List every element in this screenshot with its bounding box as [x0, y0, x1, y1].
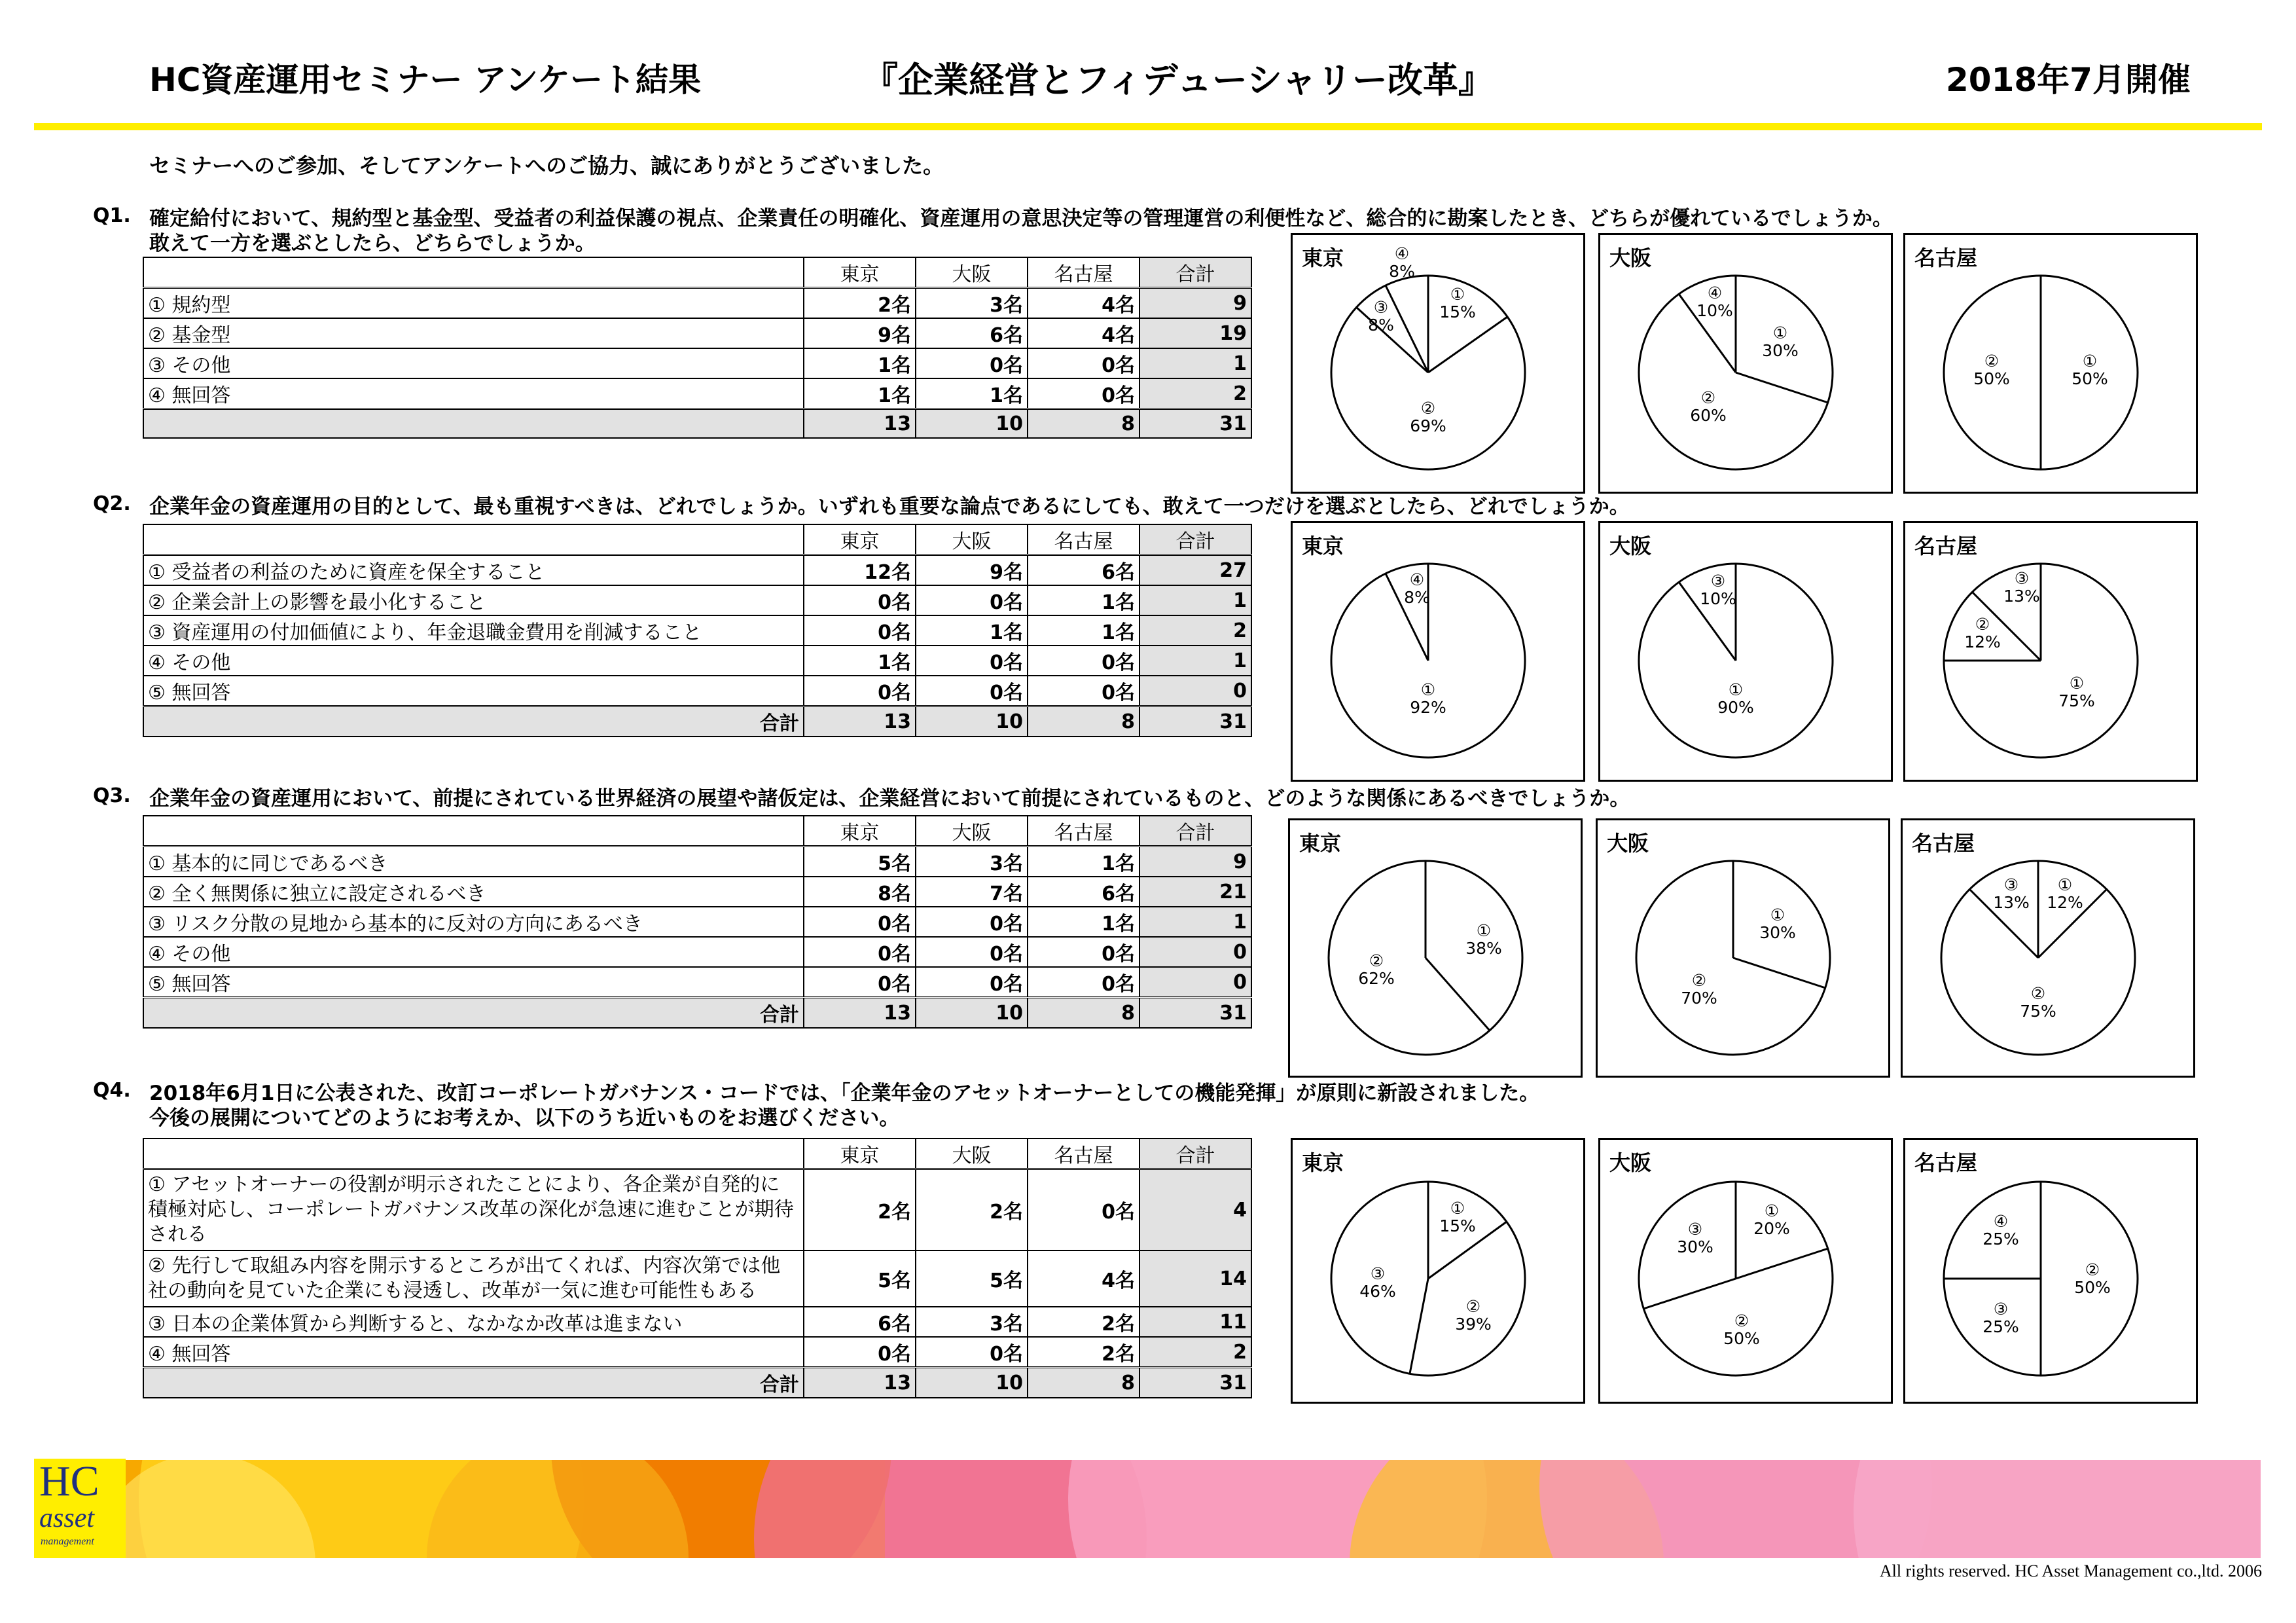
- cell-tokyo: 0名: [804, 937, 916, 967]
- table-sum-row: [143, 1368, 1251, 1398]
- pie-slice-label: ② 39%: [1455, 1297, 1492, 1334]
- table-row: [143, 1307, 1251, 1337]
- cell-osaka: 3名: [916, 847, 1028, 877]
- cell-tokyo: 12名: [804, 555, 916, 586]
- q2-table: [143, 524, 1252, 737]
- city-label: 名古屋: [1914, 246, 1978, 270]
- q3-table: [143, 815, 1252, 1029]
- col-osaka: 大阪: [916, 1139, 1028, 1169]
- table-row: [143, 937, 1251, 967]
- cell-total: 2: [1139, 615, 1251, 646]
- row-label: ③ リスク分散の見地から基本的に反対の方向にあるべき: [143, 907, 804, 937]
- row-label: ③ 資産運用の付加価値により、年金退職金費用を削減すること: [143, 615, 804, 646]
- col-tokyo: 東京: [804, 257, 916, 288]
- cell-osaka: 0名: [916, 967, 1028, 998]
- col-nagoya: 名古屋: [1028, 257, 1139, 288]
- q1-pie-osaka: [1600, 235, 1891, 492]
- q4-text-line2: 今後の展開についてどのようにお考えか、以下のうち近いものをお選びください。: [149, 1106, 900, 1130]
- table-row: [143, 555, 1251, 586]
- col-nagoya: 名古屋: [1028, 816, 1139, 847]
- row-label: ② 先行して取組み内容を開示するところが出てくれば、内容次第では他社の動向を見ていた企業にも浸透し、改革が一気に進む可能性もある: [143, 1250, 804, 1307]
- q1-pie-nagoya: [1905, 235, 2196, 492]
- cell-tokyo: 6名: [804, 1307, 916, 1337]
- col-tokyo: 東京: [804, 816, 916, 847]
- q3-number: Q3.: [93, 784, 131, 807]
- company-logo: [34, 1459, 126, 1558]
- header-date: 2018年7月開催: [1946, 61, 2191, 99]
- pie-slice-label: ④ 8%: [1404, 570, 1430, 607]
- row-label: ④ その他: [143, 937, 804, 967]
- row-label: ① 規約型: [143, 288, 804, 319]
- sum-label: 合計: [143, 706, 804, 737]
- copyright-text: All rights reserved. HC Asset Management co.,ltd. 2006: [1879, 1561, 2262, 1580]
- q4-pie-tokyo: [1293, 1140, 1583, 1402]
- q2-number: Q2.: [93, 492, 131, 515]
- row-label: ① アセットオーナーの役割が明示されたことにより、各企業が自発的に積極対応し、コーポレートガバナンス改革の深化が急速に進むことが期待される: [143, 1169, 804, 1251]
- sum-total: 31: [1139, 998, 1251, 1029]
- table-header-row: [143, 257, 1251, 288]
- cell-tokyo: 1名: [804, 348, 916, 378]
- cell-osaka: 2名: [916, 1169, 1028, 1251]
- cell-nagoya: 0名: [1028, 937, 1139, 967]
- cell-total: 27: [1139, 555, 1251, 586]
- cell-nagoya: 4名: [1028, 1250, 1139, 1307]
- q3-pie-nagoya: [1903, 820, 2193, 1076]
- q3-pie-tokyo-box: [1288, 818, 1583, 1078]
- cell-nagoya: 0名: [1028, 378, 1139, 409]
- cell-total: 9: [1139, 847, 1251, 877]
- q1-pie-tokyo-box: [1291, 233, 1585, 494]
- cell-total: 0: [1139, 937, 1251, 967]
- cell-osaka: 0名: [916, 348, 1028, 378]
- cell-osaka: 1名: [916, 615, 1028, 646]
- row-label: ⑤ 無回答: [143, 676, 804, 706]
- row-label: ③ 日本の企業体質から判断すると、なかなか改革は進まない: [143, 1307, 804, 1337]
- row-label: ④ その他: [143, 646, 804, 676]
- row-label: ② 基金型: [143, 318, 804, 348]
- cell-osaka: 3名: [916, 288, 1028, 319]
- cell-total: 21: [1139, 877, 1251, 907]
- row-label: ④ 無回答: [143, 378, 804, 409]
- table-header-row: [143, 524, 1251, 555]
- table-sum-row: [143, 998, 1251, 1029]
- sum-osaka: 10: [916, 706, 1028, 737]
- cell-tokyo: 2名: [804, 1169, 916, 1251]
- pie-slice-label: ① 92%: [1410, 680, 1446, 717]
- table-header-row: [143, 1139, 1251, 1169]
- pie-slice-label: ② 75%: [2020, 984, 2056, 1021]
- cell-osaka: 7名: [916, 877, 1028, 907]
- cell-osaka: 0名: [916, 907, 1028, 937]
- pie-slice-label: ① 50%: [2072, 352, 2108, 388]
- cell-tokyo: 0名: [804, 585, 916, 615]
- header-yellow-rule: [34, 123, 2262, 130]
- cell-total: 1: [1139, 646, 1251, 676]
- pie-slice-label: ① 30%: [1759, 905, 1796, 942]
- q4-pie-nagoya-box: [1903, 1138, 2198, 1404]
- sum-nagoya: 8: [1028, 998, 1139, 1029]
- pie-slice-label: ① 90%: [1717, 680, 1754, 717]
- city-label: 名古屋: [1914, 534, 1978, 558]
- cell-nagoya: 4名: [1028, 288, 1139, 319]
- row-label: ① 基本的に同じであるべき: [143, 847, 804, 877]
- q3-text-line1: 企業年金の資産運用において、前提にされている世界経済の展望や諸仮定は、企業経営において前提にされているものと、どのような関係にあるべきでしょうか。: [149, 787, 1630, 811]
- cell-total: 1: [1139, 907, 1251, 937]
- table-header-blank: [143, 524, 804, 555]
- sum-nagoya: 8: [1028, 1368, 1139, 1398]
- q1-text-line2: 敢えて一方を選ぶとしたら、どちらでしょうか。: [149, 232, 596, 255]
- q2-pie-nagoya: [1905, 523, 2196, 780]
- cell-tokyo: 1名: [804, 646, 916, 676]
- city-label: 東京: [1302, 534, 1344, 558]
- city-label: 大阪: [1609, 246, 1652, 270]
- table-header-blank: [143, 1139, 804, 1169]
- table-row: [143, 847, 1251, 877]
- cell-tokyo: 5名: [804, 847, 916, 877]
- q4-pie-tokyo-box: [1291, 1138, 1585, 1404]
- col-osaka: 大阪: [916, 257, 1028, 288]
- cell-osaka: 0名: [916, 1337, 1028, 1368]
- q4-pie-osaka-box: [1598, 1138, 1893, 1404]
- table-row: [143, 1169, 1251, 1251]
- cell-tokyo: 2名: [804, 288, 916, 319]
- cell-nagoya: 1名: [1028, 615, 1139, 646]
- pie-slice-label: ③ 30%: [1677, 1220, 1713, 1256]
- pie-slice-label: ④ 10%: [1696, 283, 1733, 320]
- cell-total: 2: [1139, 1337, 1251, 1368]
- pie-slice-label: ② 70%: [1681, 971, 1717, 1008]
- pie-slice-label: ① 15%: [1439, 1199, 1476, 1235]
- col-nagoya: 名古屋: [1028, 524, 1139, 555]
- pie-slice-label: ② 50%: [2074, 1260, 2111, 1297]
- col-total: 合計: [1139, 1139, 1251, 1169]
- pie-slice-label: ② 50%: [1723, 1311, 1760, 1348]
- q1-pie-nagoya-box: [1903, 233, 2198, 494]
- table-row: [143, 1250, 1251, 1307]
- col-nagoya: 名古屋: [1028, 1139, 1139, 1169]
- q1-text-line1: 確定給付において、規約型と基金型、受益者の利益保護の視点、企業責任の明確化、資産運用の意思決定等の管理運営の利便性など、総合的に勘案したとき、どちらが優れているでしょうか。: [149, 207, 1893, 230]
- table-row: [143, 646, 1251, 676]
- sum-label: 合計: [143, 998, 804, 1029]
- table-row: [143, 288, 1251, 319]
- sum-total: 31: [1139, 706, 1251, 737]
- cell-osaka: 1名: [916, 378, 1028, 409]
- cell-nagoya: 1名: [1028, 585, 1139, 615]
- city-label: 東京: [1302, 1150, 1344, 1175]
- cell-total: 0: [1139, 676, 1251, 706]
- q1-pie-tokyo: [1293, 235, 1583, 492]
- q1-number: Q1.: [93, 204, 131, 227]
- cell-tokyo: 9名: [804, 318, 916, 348]
- cell-nagoya: 0名: [1028, 348, 1139, 378]
- cell-osaka: 0名: [916, 937, 1028, 967]
- pie-slice-label: ③ 46%: [1359, 1264, 1396, 1301]
- table-row: [143, 967, 1251, 998]
- q1-table: [143, 257, 1252, 439]
- q3-pie-osaka: [1598, 820, 1888, 1076]
- cell-total: 14: [1139, 1250, 1251, 1307]
- pie-slice-label: ① 30%: [1762, 323, 1799, 360]
- col-total: 合計: [1139, 257, 1251, 288]
- cell-total: 11: [1139, 1307, 1251, 1337]
- cell-nagoya: 2名: [1028, 1337, 1139, 1368]
- cell-total: 0: [1139, 967, 1251, 998]
- cell-osaka: 9名: [916, 555, 1028, 586]
- pie-slice-label: ① 38%: [1465, 921, 1502, 958]
- city-label: 大阪: [1607, 831, 1649, 856]
- row-label: ⑤ 無回答: [143, 967, 804, 998]
- cell-tokyo: 5名: [804, 1250, 916, 1307]
- col-tokyo: 東京: [804, 1139, 916, 1169]
- table-row: [143, 348, 1251, 378]
- q4-table: [143, 1138, 1252, 1398]
- pie-slice-label: ① 12%: [2047, 875, 2083, 912]
- cell-nagoya: 0名: [1028, 646, 1139, 676]
- cell-osaka: 5名: [916, 1250, 1028, 1307]
- city-label: 東京: [1299, 831, 1342, 856]
- row-label: ① 受益者の利益のために資産を保全すること: [143, 555, 804, 586]
- header-left-title: HC資産運用セミナー アンケート結果: [149, 61, 701, 99]
- table-row: [143, 877, 1251, 907]
- sum-tokyo: 13: [804, 409, 916, 439]
- q4-pie-nagoya: [1905, 1140, 2196, 1402]
- pie-slice-label: ④ 25%: [1982, 1212, 2019, 1249]
- cell-tokyo: 0名: [804, 907, 916, 937]
- city-label: 東京: [1302, 246, 1344, 270]
- sum-total: 31: [1139, 1368, 1251, 1398]
- city-label: 大阪: [1609, 534, 1652, 558]
- sum-osaka: 10: [916, 1368, 1028, 1398]
- pie-slice-label: ③ 8%: [1368, 298, 1394, 335]
- city-label: 大阪: [1609, 1150, 1652, 1175]
- row-label: ② 企業会計上の影響を最小化すること: [143, 585, 804, 615]
- q4-text-line1: 2018年6月1日に公表された、改訂コーポレートガバナンス・コードでは、「企業年金のアセットオーナーとしての機能発揮」が原則に新設されました。: [149, 1082, 1540, 1105]
- q4-pie-osaka: [1600, 1140, 1891, 1402]
- col-total: 合計: [1139, 816, 1251, 847]
- logo-text-hc: HC: [39, 1457, 99, 1505]
- pie-slice-label: ③ 10%: [1700, 572, 1736, 608]
- cell-total: 19: [1139, 318, 1251, 348]
- cell-tokyo: 0名: [804, 615, 916, 646]
- cell-total: 2: [1139, 378, 1251, 409]
- cell-total: 9: [1139, 288, 1251, 319]
- q3-pie-tokyo: [1290, 820, 1581, 1076]
- q2-pie-nagoya-box: [1903, 521, 2198, 782]
- col-osaka: 大阪: [916, 816, 1028, 847]
- pie-slice-label: ② 50%: [1973, 352, 2010, 388]
- q2-pie-tokyo-box: [1291, 521, 1585, 782]
- cell-osaka: 6名: [916, 318, 1028, 348]
- q2-pie-osaka-box: [1598, 521, 1893, 782]
- row-label: ④ 無回答: [143, 1337, 804, 1368]
- cell-nagoya: 1名: [1028, 907, 1139, 937]
- sum-osaka: 10: [916, 998, 1028, 1029]
- pie-slice-label: ③ 25%: [1982, 1300, 2019, 1336]
- table-row: [143, 318, 1251, 348]
- table-row: [143, 907, 1251, 937]
- cell-tokyo: 1名: [804, 378, 916, 409]
- table-row: [143, 585, 1251, 615]
- pie-slice-label: ① 15%: [1439, 285, 1476, 321]
- table-row: [143, 1337, 1251, 1368]
- sum-nagoya: 8: [1028, 706, 1139, 737]
- pie-slice-label: ① 20%: [1753, 1201, 1790, 1238]
- sum-nagoya: 8: [1028, 409, 1139, 439]
- pie-slice-label: ② 69%: [1410, 399, 1446, 435]
- table-header-blank: [143, 816, 804, 847]
- q2-pie-osaka: [1600, 523, 1891, 780]
- table-sum-row: [143, 409, 1251, 439]
- cell-nagoya: 6名: [1028, 555, 1139, 586]
- header-center-title: 『企業経営とフィデューシャリー改革』: [863, 60, 1494, 101]
- logo-text-asset: asset: [39, 1503, 94, 1533]
- cell-osaka: 0名: [916, 585, 1028, 615]
- q2-text-line1: 企業年金の資産運用の目的として、最も重視すべきは、どれでしょうか。いずれも重要な論点であるにしても、敢えて一つだけを選ぶとしたら、どれでしょうか。: [149, 495, 1630, 519]
- thanks-message: セミナーへのご参加、そしてアンケートへのご協力、誠にありがとうございました。: [149, 153, 944, 178]
- q4-number: Q4.: [93, 1079, 131, 1102]
- cell-tokyo: 0名: [804, 967, 916, 998]
- col-osaka: 大阪: [916, 524, 1028, 555]
- q1-pie-osaka-box: [1598, 233, 1893, 494]
- footer-band-graphic: [34, 1457, 2261, 1558]
- sum-label-cell: [143, 409, 804, 439]
- cell-nagoya: 0名: [1028, 1169, 1139, 1251]
- footer-decorative-band: [34, 1457, 2261, 1558]
- row-label: ② 全く無関係に独立に設定されるべき: [143, 877, 804, 907]
- pie-slice-label: ② 60%: [1690, 388, 1727, 425]
- q3-pie-nagoya-box: [1901, 818, 2195, 1078]
- table-sum-row: [143, 706, 1251, 737]
- cell-nagoya: 6名: [1028, 877, 1139, 907]
- sum-osaka: 10: [916, 409, 1028, 439]
- cell-tokyo: 0名: [804, 1337, 916, 1368]
- pie-slice-label: ① 75%: [2058, 674, 2095, 710]
- table-header-row: [143, 816, 1251, 847]
- pie-slice-label: ③ 13%: [1993, 875, 2030, 912]
- cell-nagoya: 4名: [1028, 318, 1139, 348]
- cell-nagoya: 0名: [1028, 967, 1139, 998]
- cell-total: 1: [1139, 585, 1251, 615]
- city-label: 名古屋: [1914, 1150, 1978, 1175]
- cell-total: 1: [1139, 348, 1251, 378]
- table-row: [143, 378, 1251, 409]
- sum-label: 合計: [143, 1368, 804, 1398]
- row-label: ③ その他: [143, 348, 804, 378]
- cell-osaka: 0名: [916, 676, 1028, 706]
- pie-slice-label: ③ 13%: [2003, 569, 2040, 606]
- pie-slice-label: ② 12%: [1964, 615, 2001, 651]
- pie-slice-label: ② 62%: [1358, 951, 1395, 988]
- sum-total: 31: [1139, 409, 1251, 439]
- cell-nagoya: 0名: [1028, 676, 1139, 706]
- cell-osaka: 0名: [916, 646, 1028, 676]
- cell-osaka: 3名: [916, 1307, 1028, 1337]
- table-header-blank: [143, 257, 804, 288]
- sum-tokyo: 13: [804, 998, 916, 1029]
- city-label: 名古屋: [1912, 831, 1975, 856]
- logo-text-management: management: [41, 1536, 94, 1547]
- cell-total: 4: [1139, 1169, 1251, 1251]
- table-row: [143, 676, 1251, 706]
- q3-pie-osaka-box: [1596, 818, 1890, 1078]
- cell-nagoya: 2名: [1028, 1307, 1139, 1337]
- cell-tokyo: 0名: [804, 676, 916, 706]
- table-row: [143, 615, 1251, 646]
- cell-nagoya: 1名: [1028, 847, 1139, 877]
- q2-pie-tokyo: [1293, 523, 1583, 780]
- cell-tokyo: 8名: [804, 877, 916, 907]
- sum-tokyo: 13: [804, 1368, 916, 1398]
- pie-slice-label: ④ 8%: [1389, 244, 1415, 281]
- sum-tokyo: 13: [804, 706, 916, 737]
- col-total: 合計: [1139, 524, 1251, 555]
- col-tokyo: 東京: [804, 524, 916, 555]
